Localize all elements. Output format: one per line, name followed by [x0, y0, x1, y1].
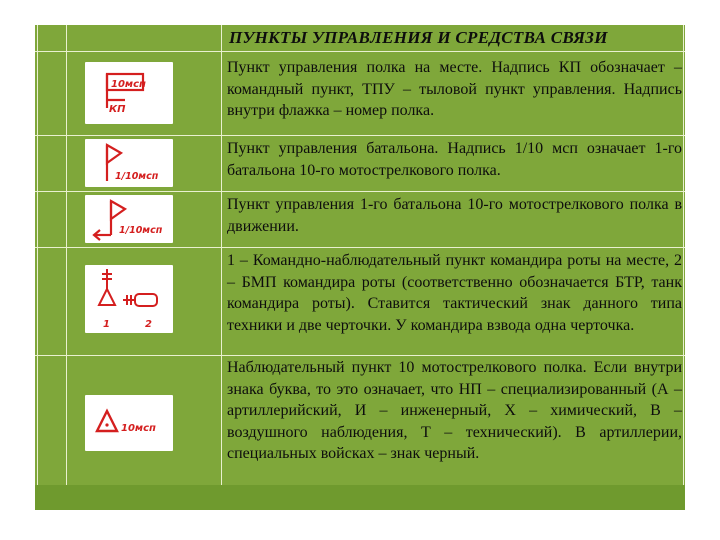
- grid-line-header: [35, 51, 685, 52]
- flag-label: 10мсп: [111, 79, 146, 90]
- grid-line-row2: [35, 191, 685, 192]
- grid-line-right: [683, 25, 684, 485]
- table-header: ПУНКТЫ УПРАВЛЕНИЯ И СРЕДСТВА СВЯЗИ: [229, 28, 608, 47]
- observation-post-icon: [85, 395, 173, 451]
- observation-post-label: 10мсп: [121, 423, 156, 434]
- battalion-command-post-moving-icon: [85, 195, 173, 243]
- row-3-text: Пункт управления 1-го батальона 10-го мотострелкового полка в движении.: [227, 196, 682, 235]
- grid-line-row1: [35, 135, 685, 136]
- row-5-text: Наблюдательный пункт 10 мотострелкового полка. Если внутри знака буква, то это означает, что НП – специализированный (А – артиллерийский, И – инженерный, Х – химический, В – воздушного наблюдения, Т – технический). В артиллерии, специальных войсках – знак черный.: [227, 359, 682, 462]
- grid-line-divider: [221, 25, 222, 485]
- post-label: КП: [109, 104, 126, 115]
- table-footer: [35, 485, 685, 510]
- row-2-text: Пункт управления батальона. Надпись 1/10 мсп означает 1-го батальона 10-го мотострелкового полка.: [227, 140, 682, 179]
- grid-line-row3: [35, 247, 685, 248]
- row-4-text: 1 – Командно-наблюдательный пункт командира роты на месте, 2 – БМП командира роты (соответственно обозначается БТР, танк командира роты). Ставится тактический знак данного типа техники и две черточки. У командира взвода одна черточка.: [227, 252, 682, 334]
- symbol-number-2: 2: [145, 319, 152, 330]
- grid-line-inner: [66, 25, 67, 485]
- battalion-command-post-icon: [85, 139, 173, 187]
- row-1-text: Пункт управления полка на месте. Надпись КП обозначает – командный пункт, ТПУ – тыловой пункт управления. Надпись внутри флажка – номер полка.: [227, 59, 682, 119]
- grid-line-row4: [35, 355, 685, 356]
- symbols-table: [35, 25, 685, 510]
- battalion-label: 1/10мсп: [115, 171, 159, 182]
- symbol-number-1: 1: [103, 319, 110, 330]
- regiment-command-post-icon: [85, 62, 173, 124]
- grid-line-left: [37, 25, 38, 485]
- company-observation-post-and-ifv-icon: [85, 265, 173, 333]
- battalion-moving-label: 1/10мсп: [119, 225, 163, 236]
